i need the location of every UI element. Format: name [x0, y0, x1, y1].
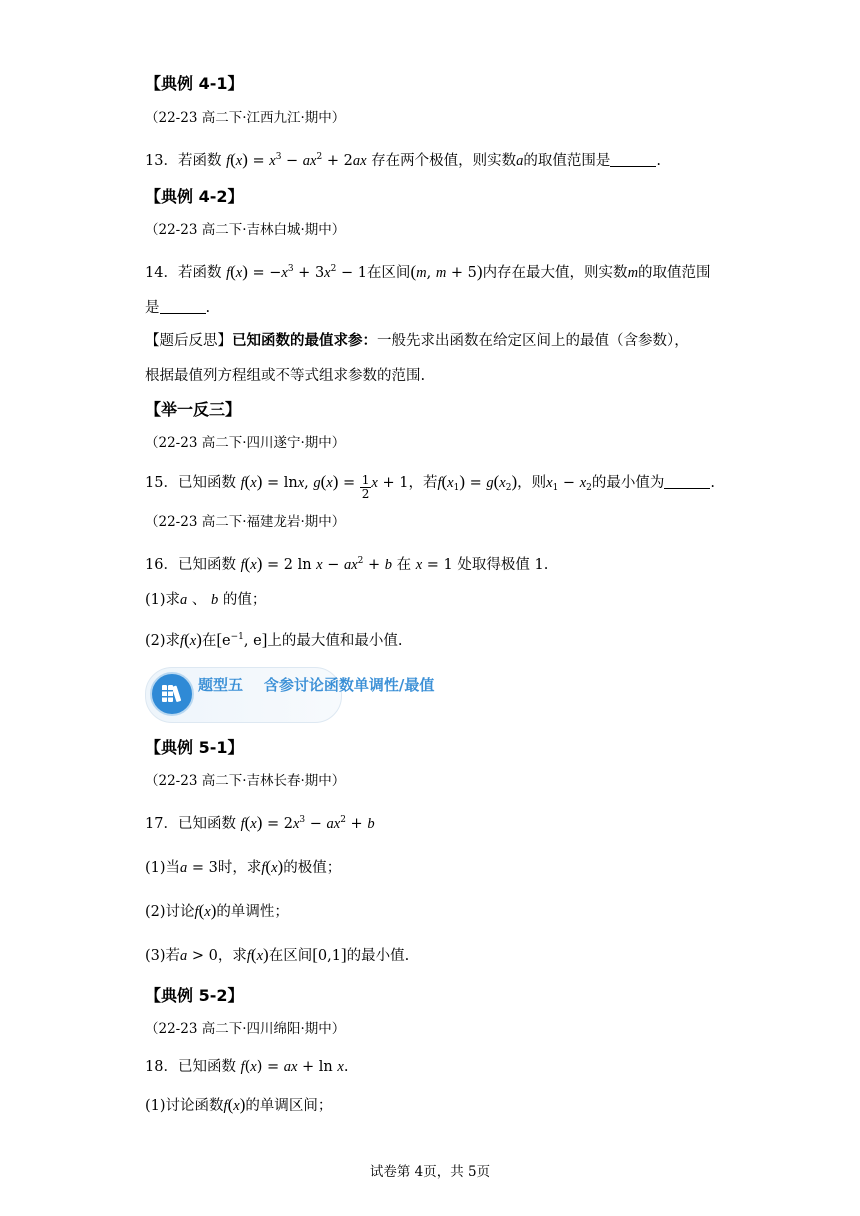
answer-blank — [664, 474, 710, 489]
question-13: 13．若函数 $f(x) = x^3 - ax^2 + 2ax$ 存在两个极值，则实数a的取值范围是 . — [145, 150, 661, 169]
page-footer: 试卷第 4页，共 5页 — [369, 1164, 491, 1180]
question-17-part-3: (3)若a > 0，求f(x)在区间[0,1]的最小值. — [145, 945, 410, 964]
question-14: 14．若函数 $f(x) = -x^3 + 3x^2 - 1$在区间(m, m + 5)内存在最大值，则实数m的取值范围 — [145, 262, 711, 281]
example-4-2-source: （22-23 高二下·吉林白城·期中） — [145, 222, 346, 238]
section-banner — [145, 667, 435, 723]
question-16-part-2: (2)求f(x)在[$e^{-1}$, e]上的最大值和最小值. — [145, 630, 403, 649]
question-14-cont: 是 . — [145, 300, 211, 316]
example-4-2-header: 【典例 4-2】 — [145, 187, 244, 206]
example-5-2-header: 【典例 5-2】 — [145, 986, 244, 1005]
example-4-1-header: 【典例 4-1】 — [145, 74, 244, 93]
banner-title: 题型五 含参讨论函数单调性/最值 — [198, 676, 435, 694]
question-18: 18．已知函数 f(x) = ax + ln x. — [145, 1059, 349, 1075]
example-5-1-header: 【典例 5-1】 — [145, 738, 244, 757]
question-17-part-2: (2)讨论f(x)的单调性； — [145, 901, 289, 920]
question-17: 17．已知函数 $f(x) = 2x^3 - ax^2 + b$ — [145, 813, 375, 832]
example-5-1-source: （22-23 高二下·吉林长春·期中） — [145, 773, 346, 789]
question-16-source: （22-23 高二下·福建龙岩·期中） — [145, 514, 346, 530]
question-16-part-1: (1)求a 、 b 的值； — [145, 592, 267, 608]
reflection-line-1: 【题后反思】已知函数的最值求参：一般先求出函数在给定区间上的最值（含参数）， — [145, 333, 689, 349]
answer-blank — [160, 299, 206, 314]
reflection-line-2: 根据最值列方程组或不等式组求参数的范围. — [145, 368, 426, 384]
example-5-2-source: （22-23 高二下·四川绵阳·期中） — [145, 1021, 346, 1037]
question-16: 16．已知函数 f(x) = 2 $\ln x - ax^2 + b$ 在 x = 1 处取得极值 1. — [145, 554, 549, 573]
question-17-part-1: (1)当a = 3时，求f(x)的极值； — [145, 857, 342, 876]
answer-blank — [610, 152, 656, 167]
question-15: 15．已知函数 f(x) = lnx, g(x) = $\frac{1}{2}$ x + 1，若$f(x_1) = g(x_2)$，则$x_1 - x_2$的最小值为 . — [145, 472, 715, 501]
example-4-1-source: （22-23 高二下·江西九江·期中） — [145, 110, 346, 126]
books-icon — [150, 672, 194, 716]
question-15-source: （22-23 高二下·四川遂宁·期中） — [145, 435, 346, 451]
question-18-part-1: (1)讨论函数f(x)的单调区间； — [145, 1095, 333, 1114]
practice-header: 【举一反三】 — [145, 400, 242, 419]
